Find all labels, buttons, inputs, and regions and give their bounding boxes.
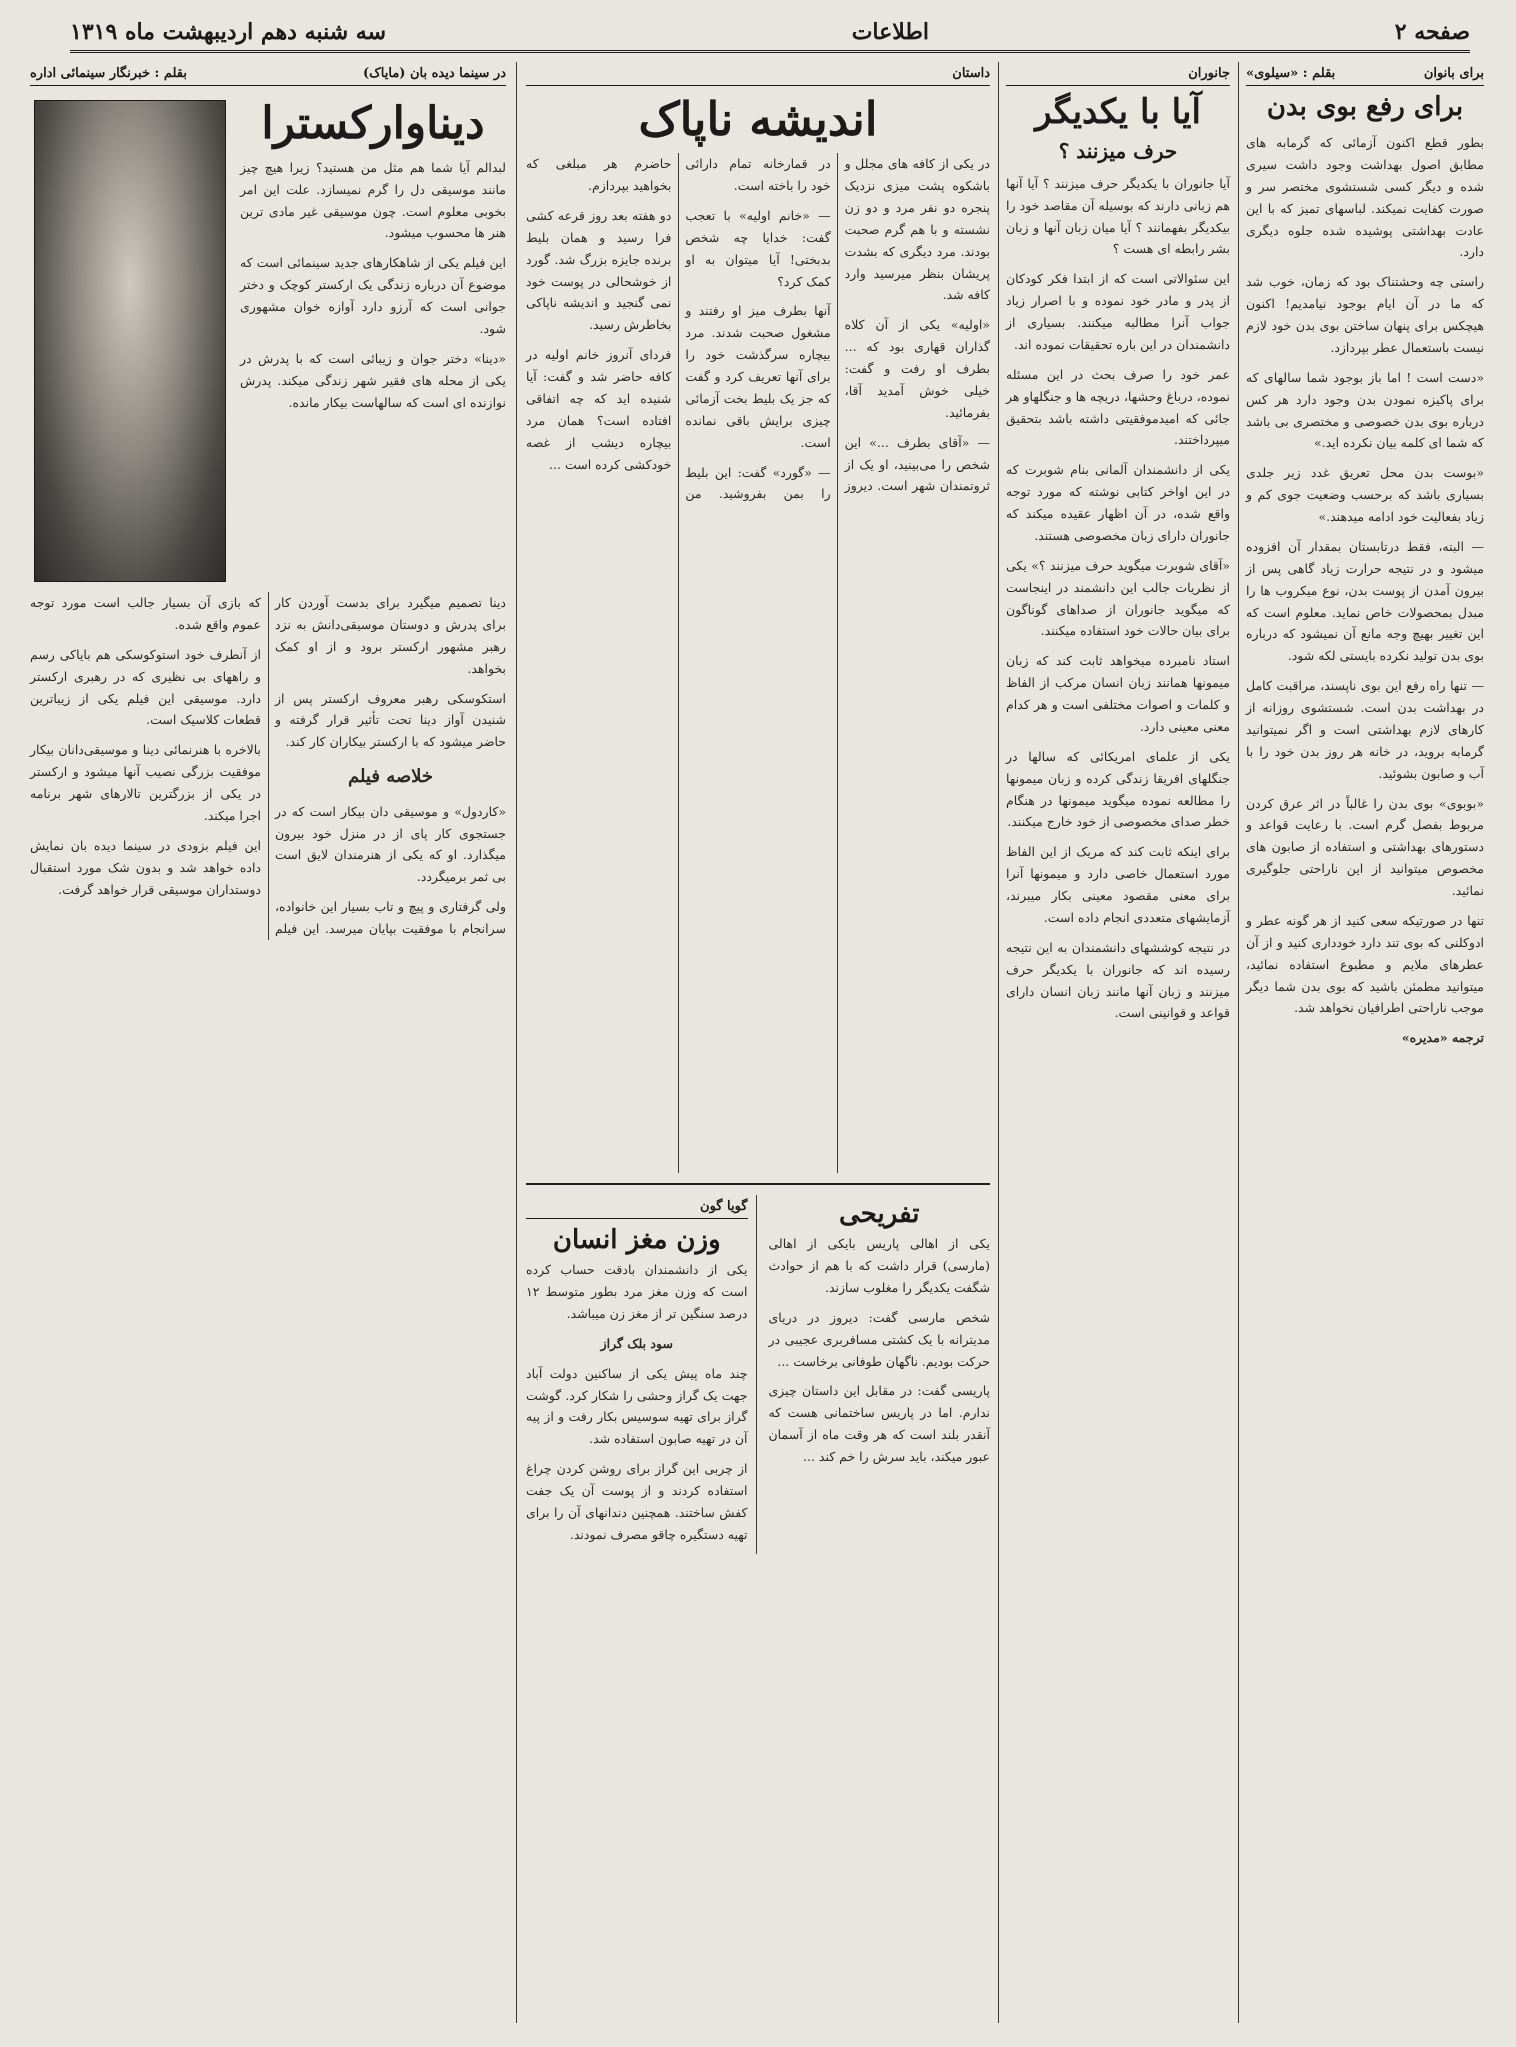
article-title: برای رفع بوی بدن bbox=[1266, 92, 1464, 122]
column-animals bbox=[1000, 62, 1236, 2023]
column-byline: برای بانوان بقلم : «سیلوی» bbox=[1246, 62, 1484, 86]
summary-heading: خلاصه فیلم bbox=[347, 766, 434, 788]
column-body-odor bbox=[1240, 62, 1490, 2023]
lower-boxes bbox=[526, 1195, 990, 1554]
actress-photo bbox=[34, 100, 226, 582]
column-divider bbox=[1238, 62, 1239, 2023]
column-byline: جانوران bbox=[1006, 62, 1230, 86]
column-cinema bbox=[24, 62, 512, 2023]
film-title: دیناوارکسترا bbox=[261, 98, 485, 149]
cinema-body: دینا تصمیم میگیرد برای بدست آوردن کار برای پدرش و دوستان موسیقی‌دانش به نزد رهبر مشهور ارکستر برود و از او کمک بخواهد. استکوسکی رهبر معروف ارکستر پس از شنیدن آواز دینا تحت تأثیر قرار گرفته و حاضر میشود که با ارکستر بیکاران کار کند. خلاصه فیلم «کاردول» و موسیقی دان بیکار است که در جستجوی کار پای از در منزل خود بیرون میگذارد. او که یکی از هنرمندان لایق است بی ثمر برمیگردد. ولی گرفتاری و پیچ و تاب بسیار این خانواده، سرانجام با موفقیت بپایان میرسد. این فیلم که بازی آن بسیار جالب است مورد توجه عموم واقع شده. از آنطرف خود استوکوسکی هم بایاکی رسم و راههای بی نظیری که در رهبری ارکستر دارد. موسیقی این فیلم یکی از زیباترین قطعات کلاسیک است. بالاخره با هنرنمائی دینا و موسیقی‌دانان بیکار موفقیت بزرگی نصیب آنها میشود و ارکستر در یکی از بزرگترین تالارهای شهر برنامه اجرا میکند. این فیلم بزودی در سینما دیده بان نمایش داده خواهد شد و بدون شک مورد استقبال دوستداران موسیقی قرار خواهد گرفت. bbox=[30, 595, 506, 936]
box-brain-weight: گویا گون وزن مغز انسان یکی از دانشمندان بادقت حساب کرده است که وزن مغز مرد بطور متوسط ۱۲ درصد سنگین تر از مغز زن میباشد. سود بلک گراز چند ماه پیش یکی از ساکنین دولت آباد جهت یک گراز وحشی را شکار کرد. گوشت گراز برای تهیه سوسیس بکار رفت و از پیه آن در تهیه صابون استفاده شد. از چربی این گراز برای روشن کردن چراغ استفاده کردند و از پوست آن یک جفت کفش ساختند. همچنین دندانهای آن را برای تهیه دستگیره چاقو مصرف نمودند. bbox=[526, 1195, 757, 1554]
article-body: آیا جانوران با یکدیگر حرف میزنند ؟ آیا آنها هم زبانی دارند که بوسیله آن مقاصد خود را بیکدیگر بفهمانند ؟ آیا میان زبان آنها و زبان بشر رابطه ای هست ؟ این سئوالاتی است که از ابتدا فکر کودکان از پدر و مادر خود نموده و با اصرار زیاد جواب آنرا مطالبه میکنند. بسیاری از دانشمندان در این باره تحقیقات نموده اند. عمر خود را صرف بحث در این مسئله نموده، درباغ وحشها، دریچه ها و جنگلهاو هر جائی که امیدموفقیتی داشته باشد بتحقیق میپرداختند. یکی از دانشمندان آلمانی بنام شوبرت که در این اواخر کتابی نوشته که مورد توجه واقع شده، در آن اظهار عقیده میکند که جانوران دارای زبان مخصوصی هستند. «آقای شوبرت میگوید حرف میزنند ؟» یکی از نظریات جالب این دانشمند در اینجاست که میگوید جانوران از صداهای گوناگون برای بیان حالات خود استفاده میکنند. استاد نامبرده میخواهد ثابت کند که زبان میمونها همانند زبان انسان مرکب از الفاظ و کلمات و اصوات مختلفی است و هر کدام معنی معینی دارد. یکی از علمای امریکائی که سالها در جنگلهای افریقا زندگی کرده و زبان میمونها را مطالعه نموده میگوید میمونها در هنگام خطر صدای مخصوصی از خود خارج میکنند. برای اینکه ثابت کند که مریک از این الفاظ مورد استعمال خاصی دارد و میمونها آنرا برای معنی مقصود معینی بکار میبرند، آزمایشهای متعددی انجام داده است. در نتیجه کوششهای دانشمندان به این نتیجه رسیده اند که جانوران با یکدیگر حرف میزنند و زبان آنها مانند زبان انسان دارای قواعد و قوانینی است. bbox=[1006, 175, 1230, 1021]
translator-credit: ترجمه «مدیره» bbox=[1401, 1030, 1484, 1046]
article-title: آیا با یکدیگر bbox=[1035, 92, 1201, 132]
column-divider bbox=[516, 62, 517, 2023]
article-subtitle: حرف میزنند ؟ bbox=[1058, 138, 1178, 163]
paper-name: اطلاعات bbox=[851, 19, 930, 45]
column-story bbox=[520, 62, 996, 2023]
masthead bbox=[70, 14, 1470, 53]
column-divider bbox=[998, 62, 999, 2023]
story-title: اندیشه ناپاک bbox=[638, 92, 878, 146]
box-funny: تفریحی یکی از اهالی پاریس بایکی از اهالی (مارسی) قرار داشت که با هم از حوادث شگفت یکدیگر را مغلوب سازند. شخص مارسی گفت: دیروز در دریای مدیترانه با یک کشتی مسافربری عجیبی در حرکت بودیم. ناگهان طوفانی برخاست ... پاریسی گفت: در مقابل این داستان چیزی ندارم. اما در پاریس ساختمانی هست که آنقدر بلند است که هر وقت ماه از آسمان عبور میکند، باید سرش را خم کند ... bbox=[768, 1199, 990, 1465]
section-divider bbox=[526, 1183, 990, 1185]
story-body: در یکی از کافه های مجلل و باشکوه پشت میزی نزدیک پنجره دو نفر مرد و دو زن نشسته و با هم گرم صحبت بودند. مرد دیگری که بشدت پریشان بنظر میرسید وارد کافه شد. «اولیه» یکی از آن کلاه گذاران قهاری بود که ... بطرف او رفت و گفت: خیلی خوش آمدید آقا، بفرمائید. — «آقای بطرف ...» این شخص را می‌بینید، او یک از ثروتمندان شهر است. دیروز در قمارخانه تمام دارائی خود را باخته است. — «خانم اولیه» با تعجب گفت: خدایا چه شخص بدبختی! آیا میتوان به او کمک کرد؟ آنها بطرف میز او رفتند و مشغول صحبت شدند. مرد بیچاره سرگذشت خود را برای آنها تعریف کرد و گفت که جز یک بلیط بخت آزمائی چیزی برایش باقی نمانده است. — «گورد» گفت: این بلیط را بمن بفروشید. من حاضرم هر مبلغی که بخواهید بپردازم. دو هفته بعد روز قرعه کشی فرا رسید و همان بلیط برنده جایزه بزرگ شد. گورد از خوشحالی در پوست خود نمی گنجید و اندیشه ناپاکی بخاطرش رسید. فردای آنروز خانم اولیه در کافه حاضر شد و گفت: آیا شنیده اید که چه اتفاقی افتاده است؟ همان مرد بیچاره دیشب از غصه خودکشی کرده است ... bbox=[526, 156, 990, 502]
issue-date: سه شنبه دهم اردیبهشت ماه ۱۳۱۹ bbox=[70, 19, 387, 45]
cinema-top: دیناوارکسترا لبدالم آیا شما هم مثل من هستید؟ زیرا هیچ چیز مانند موسیقی دل را گرم نمیسازد. علت این امر بخوبی معلوم است. چون موسیقی غیر مادی ترین هنر ها محسوب میشود. این فیلم یکی از شاهکارهای جدید سینمائی است که موضوع آن درباره زندگی یک ارکستر کوچک و دختر جوانی است که آرزو دارد آوازه خوان مشهوری شود. «دینا» دختر جوان و زیبائی است که با پدرش در یکی از محله های فقیر شهر زندگی میکند. پدرش نوازنده ای است که سالهاست بیکار مانده. bbox=[30, 92, 506, 592]
article-body: بطور قطع اکنون آزمائی که گرمابه های مطابق اصول بهداشت وجود داشت سیری شده و دیگر کسی شستشوی مختصر سر و صورت کفایت نمیکند. لباسهای تمیز که با این عادت بهداشتی پوشیده شده جلوه دیگری دارد. راستی چه وحشتناک بود که زمان، خوب شد که ما در آن ایام بوجود نیامدیم! اکنون هیچکس برای پنهان ساختن بوی بدن خود لازم نیست باستعمال عطر بپردازد. «دست است ! اما باز بوجود شما سالهای که برای پاکیزه نمودن بدن وجود دارد هر کس درباره بوی بدن خصوصی و مختصری بی باشد که شما ای کلمه بیان نکرده اید.» «بوست بدن محل تعریق غدد زیر جلدی بسیاری باشد که برحسب وضعیت جوی کم و زیاد بفعالیت خود ادامه میدهند.» — البته، فقط درتابستان بمقدار آن افزوده میشود و در نتیجه حرارت زیاد گاهی پس از بیرون آمدن از پوست بدن، نوع میکروب ها را مبدل بمحصولات خاص نماید. معلوم است که این تغییر بهیچ وجه مانع آن نمیشود که درباره بوی بدن تولید نکرده بایستی لکه شود. — تنها راه رفع این بوی ناپسند، مراقبت کامل در بهداشت بدن است. شستشوی روزانه از کارهای لازم بهداشتی است و اگر نمیتوانید گرمابه بروید، در خانه هر روز بدن خود را با آب و صابون بشوئید. «بوبوی» بوی بدن را غالباً در اثر عرق کردن مربوط بفصل گرم است. با رعایت قواعد و دستورهای بهداشتی و استفاده از صابون های مخصوص میتوانید از این ناراحتی جلوگیری نمائید. تنها در صورتیکه سعی کنید از هر گونه عطر و ادوکلنی که بوی تند دارد خودداری کنید و از آن عطرهای ملایم و مطبوع استفاده نمائید، میتوانید مطمئن باشید که بوی بدن شما دیگر موجب ناراحتی اطرافیان نخواهد شد. ترجمه «مدیره» bbox=[1246, 132, 1484, 1049]
page-number: صفحه ۲ bbox=[1394, 19, 1470, 45]
column-byline: در سینما دیده بان (مایاک) بقلم : خبرنگار سینمائی اداره bbox=[30, 62, 506, 86]
column-byline: داستان bbox=[526, 62, 990, 86]
